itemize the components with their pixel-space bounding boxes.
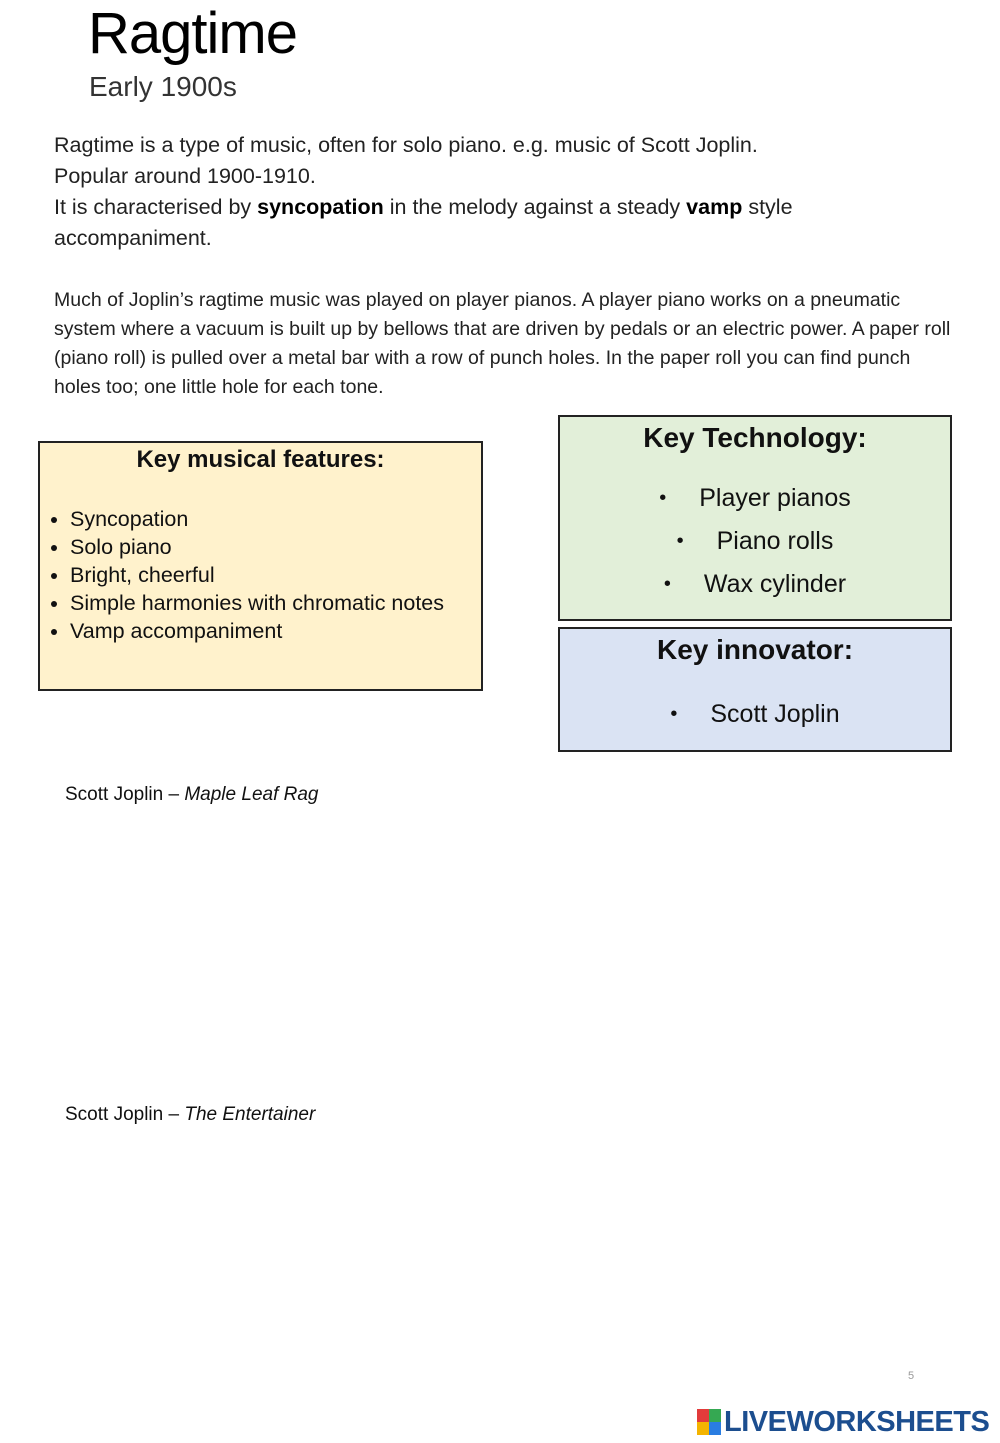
caption-maple-leaf-rag: [65, 783, 319, 807]
list-item: • Syncopation: [70, 505, 481, 533]
caption-composer: Scott Joplin –: [65, 1104, 185, 1125]
technology-list: [560, 477, 950, 606]
list-item: • Solo piano: [70, 533, 481, 561]
term-syncopation: syncopation: [257, 195, 384, 219]
page-title: Ragtime: [88, 1, 297, 66]
features-heading: Key musical features:: [136, 446, 385, 473]
list-item: [560, 563, 950, 606]
caption-work-title: Maple Leaf Rag: [184, 784, 319, 805]
intro-text: [54, 130, 934, 254]
intro-line-3-end: style accompaniment.: [54, 195, 793, 250]
list-item: [560, 693, 950, 736]
liveworksheets-logo-icon: [697, 1409, 721, 1435]
caption-work-title: The Entertainer: [184, 1104, 316, 1125]
bullet-icon: •: [670, 703, 678, 725]
caption-the-entertainer: [65, 1103, 315, 1127]
list-item-label: Wax cylinder: [703, 570, 847, 598]
bullet-icon: •: [676, 530, 684, 552]
term-vamp: vamp: [686, 195, 743, 219]
list-item: [560, 477, 950, 520]
liveworksheets-logo[interactable]: [697, 1405, 989, 1439]
intro-line-1: Ragtime is a type of music, often for solo piano. e.g. music of Scott Joplin.: [54, 133, 758, 157]
player-piano-paragraph: Much of Joplin’s ragtime music was played on player pianos. A player piano works on a pneumatic system where a vacuum is built up by bellows that are driven by pedals or an electric power. A paper roll (piano roll) is pulled over a metal bar with a row of punch holes. In the paper roll you can find punch holes too; one little hole for each tone.: [54, 289, 951, 398]
innovator-heading: Key innovator:: [656, 634, 854, 665]
page-subtitle: Early 1900s: [89, 71, 237, 102]
list-item-label: Player pianos: [699, 484, 851, 512]
list-item: • Vamp accompaniment: [70, 617, 481, 645]
list-item-label: Piano rolls: [716, 527, 834, 555]
technology-heading: Key Technology:: [643, 422, 867, 453]
intro-line-3-middle: in the melody against a steady: [383, 195, 687, 219]
page-number: 5: [908, 1370, 915, 1382]
features-list: [40, 505, 481, 645]
logo-wordmark: LIVEWORKSHEETS: [724, 1405, 990, 1438]
intro-line-2: Popular around 1900-1910.: [54, 164, 316, 188]
intro-line-3: [54, 192, 934, 254]
innovator-list: [560, 693, 950, 736]
list-item: • Bright, cheerful: [70, 561, 481, 589]
list-item-label: Scott Joplin: [710, 700, 840, 728]
caption-composer: Scott Joplin –: [65, 784, 185, 805]
key-musical-features-box: [38, 441, 483, 691]
list-item: • Simple harmonies with chromatic notes: [70, 589, 481, 617]
key-innovator-box: [558, 627, 952, 752]
bullet-icon: •: [663, 573, 671, 595]
intro-line-3-start: It is characterised by: [54, 195, 258, 219]
key-technology-box: [558, 415, 952, 621]
bullet-icon: •: [659, 487, 667, 509]
list-item: [560, 520, 950, 563]
